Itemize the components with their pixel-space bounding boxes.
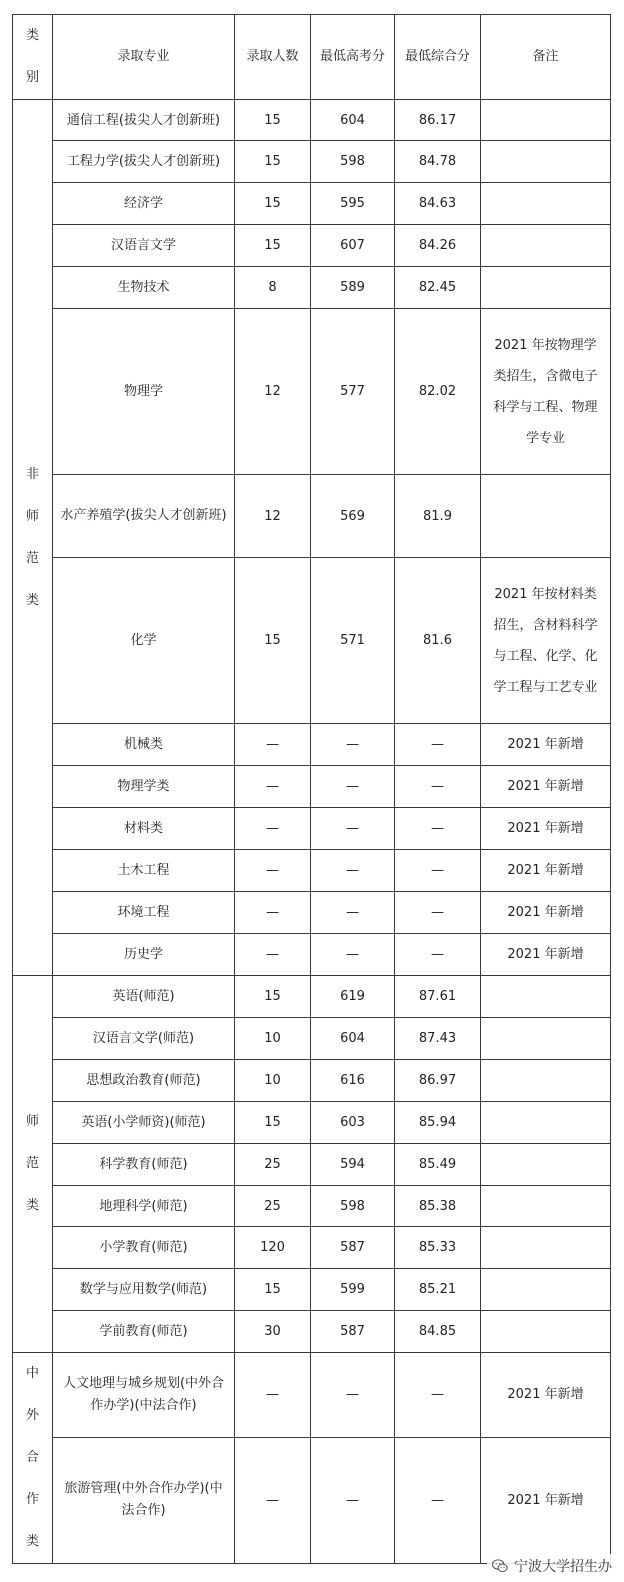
- header-row: [13, 15, 611, 100]
- count-cell: 15: [235, 558, 311, 724]
- count-cell: 15: [235, 1269, 311, 1311]
- remark-cell: [481, 267, 611, 309]
- composite-cell: —: [395, 808, 481, 850]
- count-cell: 120: [235, 1227, 311, 1269]
- major-cell: 学前教育(师范): [53, 1311, 235, 1353]
- count-cell: 25: [235, 1144, 311, 1186]
- gaokao-cell: 598: [311, 141, 395, 183]
- composite-cell: 82.02: [395, 309, 481, 475]
- composite-cell: 81.9: [395, 475, 481, 558]
- count-cell: 10: [235, 1060, 311, 1102]
- table-row: [13, 1018, 611, 1060]
- watermark: [487, 1554, 616, 1578]
- gaokao-cell: 607: [311, 225, 395, 267]
- major-cell: 英语(小学师资)(师范): [53, 1102, 235, 1144]
- table-row: [13, 976, 611, 1018]
- count-cell: 15: [235, 1102, 311, 1144]
- major-cell: 英语(师范): [53, 976, 235, 1018]
- gaokao-cell: —: [311, 724, 395, 766]
- composite-cell: 85.33: [395, 1227, 481, 1269]
- table-row: [13, 1186, 611, 1227]
- category-label: 非 师 范 类: [25, 466, 39, 608]
- table-row: [13, 267, 611, 309]
- gaokao-cell: 598: [311, 1186, 395, 1227]
- count-cell: 12: [235, 309, 311, 475]
- major-cell: 汉语言文学(师范): [53, 1018, 235, 1060]
- gaokao-cell: 599: [311, 1269, 395, 1311]
- composite-cell: —: [395, 850, 481, 892]
- remark-cell: 2021 年按材料类招生，含材料科学与工程、化学、化学工程与工艺专业: [481, 558, 611, 724]
- remark-cell: [481, 1186, 611, 1227]
- count-cell: —: [235, 934, 311, 976]
- gaokao-cell: —: [311, 808, 395, 850]
- count-cell: 15: [235, 183, 311, 225]
- table-row: [13, 1102, 611, 1144]
- major-cell: 汉语言文学: [53, 225, 235, 267]
- composite-cell: —: [395, 1437, 481, 1563]
- remark-cell: [481, 976, 611, 1018]
- gaokao-cell: 571: [311, 558, 395, 724]
- table-row: [13, 183, 611, 225]
- count-cell: —: [235, 1353, 311, 1438]
- composite-cell: —: [395, 724, 481, 766]
- major-cell: 环境工程: [53, 892, 235, 934]
- admission-table: [12, 14, 611, 1564]
- major-cell: 机械类: [53, 724, 235, 766]
- major-cell: 科学教育(师范): [53, 1144, 235, 1186]
- table-row: [13, 1060, 611, 1102]
- composite-cell: 87.61: [395, 976, 481, 1018]
- table-row: [13, 724, 611, 766]
- remark-cell: 2021 年新增: [481, 766, 611, 808]
- count-cell: 10: [235, 1018, 311, 1060]
- composite-cell: —: [395, 766, 481, 808]
- header-remark: 备注: [481, 15, 611, 100]
- remark-cell: 2021 年新增: [481, 808, 611, 850]
- composite-cell: 81.6: [395, 558, 481, 724]
- composite-cell: 84.26: [395, 225, 481, 267]
- composite-cell: 84.63: [395, 183, 481, 225]
- header-category: 类 别: [13, 15, 53, 100]
- count-cell: 30: [235, 1311, 311, 1353]
- count-cell: 25: [235, 1186, 311, 1227]
- major-cell: 工程力学(拔尖人才创新班): [53, 141, 235, 183]
- table-row: [13, 1437, 611, 1563]
- major-cell: 生物技术: [53, 267, 235, 309]
- major-cell: 数学与应用数学(师范): [53, 1269, 235, 1311]
- remark-cell: [481, 475, 611, 558]
- major-cell: 材料类: [53, 808, 235, 850]
- gaokao-cell: 577: [311, 309, 395, 475]
- remark-cell: [481, 100, 611, 141]
- composite-cell: 86.17: [395, 100, 481, 141]
- count-cell: —: [235, 766, 311, 808]
- major-cell: 物理学: [53, 309, 235, 475]
- count-cell: 15: [235, 100, 311, 141]
- major-cell: 人文地理与城乡规划(中外合作办学)(中法合作): [53, 1353, 235, 1438]
- major-cell: 地理科学(师范): [53, 1186, 235, 1227]
- count-cell: —: [235, 850, 311, 892]
- remark-cell: 2021 年新增: [481, 724, 611, 766]
- major-cell: 旅游管理(中外合作办学)(中法合作): [53, 1437, 235, 1563]
- composite-cell: 85.38: [395, 1186, 481, 1227]
- remark-cell: 2021 年新增: [481, 1437, 611, 1563]
- table-row: [13, 1144, 611, 1186]
- table-row: [13, 225, 611, 267]
- composite-cell: 84.78: [395, 141, 481, 183]
- remark-cell: [481, 1311, 611, 1353]
- count-cell: —: [235, 892, 311, 934]
- remark-cell: 2021 年新增: [481, 892, 611, 934]
- gaokao-cell: —: [311, 892, 395, 934]
- composite-cell: —: [395, 892, 481, 934]
- gaokao-cell: 595: [311, 183, 395, 225]
- major-cell: 化学: [53, 558, 235, 724]
- remark-cell: [481, 1144, 611, 1186]
- gaokao-cell: 604: [311, 1018, 395, 1060]
- header-min-gaokao: 最低高考分: [311, 15, 395, 100]
- count-cell: 15: [235, 141, 311, 183]
- remark-cell: 2021 年新增: [481, 1353, 611, 1438]
- category-cell: [13, 1353, 53, 1564]
- remark-cell: 2021 年新增: [481, 850, 611, 892]
- table-row: [13, 934, 611, 976]
- remark-cell: [481, 1227, 611, 1269]
- category-cell: [13, 976, 53, 1353]
- table-row: [13, 475, 611, 558]
- count-cell: 8: [235, 267, 311, 309]
- remark-cell: [481, 141, 611, 183]
- table-row: [13, 558, 611, 724]
- table-row: [13, 808, 611, 850]
- table-row: [13, 1311, 611, 1353]
- remark-cell: 2021 年按物理学类招生，含微电子科学与工程、物理学专业: [481, 309, 611, 475]
- count-cell: —: [235, 808, 311, 850]
- major-cell: 土木工程: [53, 850, 235, 892]
- gaokao-cell: —: [311, 766, 395, 808]
- remark-cell: [481, 1102, 611, 1144]
- gaokao-cell: 604: [311, 100, 395, 141]
- remark-cell: [481, 1060, 611, 1102]
- major-cell: 经济学: [53, 183, 235, 225]
- watermark-text: 宁波大学招生办: [514, 1559, 612, 1575]
- gaokao-cell: 589: [311, 267, 395, 309]
- gaokao-cell: 587: [311, 1311, 395, 1353]
- table-row: [13, 1353, 611, 1438]
- table-row: [13, 100, 611, 141]
- remark-cell: 2021 年新增: [481, 934, 611, 976]
- gaokao-cell: —: [311, 1353, 395, 1438]
- composite-cell: —: [395, 934, 481, 976]
- composite-cell: 86.97: [395, 1060, 481, 1102]
- remark-cell: [481, 1269, 611, 1311]
- table-row: [13, 892, 611, 934]
- wechat-icon: [491, 1557, 509, 1575]
- table-row: [13, 850, 611, 892]
- table-row: [13, 141, 611, 183]
- remark-cell: [481, 183, 611, 225]
- composite-cell: 84.85: [395, 1311, 481, 1353]
- gaokao-cell: 616: [311, 1060, 395, 1102]
- table-row: [13, 1269, 611, 1311]
- count-cell: —: [235, 724, 311, 766]
- gaokao-cell: —: [311, 850, 395, 892]
- gaokao-cell: 569: [311, 475, 395, 558]
- composite-cell: 82.45: [395, 267, 481, 309]
- gaokao-cell: —: [311, 1437, 395, 1563]
- composite-cell: —: [395, 1353, 481, 1438]
- gaokao-cell: 603: [311, 1102, 395, 1144]
- major-cell: 小学教育(师范): [53, 1227, 235, 1269]
- major-cell: 通信工程(拔尖人才创新班): [53, 100, 235, 141]
- major-cell: 思想政治教育(师范): [53, 1060, 235, 1102]
- composite-cell: 85.49: [395, 1144, 481, 1186]
- category-cell: [13, 100, 53, 976]
- major-cell: 历史学: [53, 934, 235, 976]
- count-cell: 15: [235, 976, 311, 1018]
- table-row: [13, 1227, 611, 1269]
- gaokao-cell: 619: [311, 976, 395, 1018]
- remark-cell: [481, 225, 611, 267]
- composite-cell: 85.94: [395, 1102, 481, 1144]
- composite-cell: 85.21: [395, 1269, 481, 1311]
- header-count: 录取人数: [235, 15, 311, 100]
- major-cell: 水产养殖学(拔尖人才创新班): [53, 475, 235, 558]
- gaokao-cell: 594: [311, 1144, 395, 1186]
- header-major: 录取专业: [53, 15, 235, 100]
- table-row: [13, 766, 611, 808]
- count-cell: 12: [235, 475, 311, 558]
- table-row: [13, 309, 611, 475]
- count-cell: 15: [235, 225, 311, 267]
- composite-cell: 87.43: [395, 1018, 481, 1060]
- remark-cell: [481, 1018, 611, 1060]
- category-label: 中 外 合 作 类: [25, 1366, 39, 1549]
- gaokao-cell: —: [311, 934, 395, 976]
- count-cell: —: [235, 1437, 311, 1563]
- major-cell: 物理学类: [53, 766, 235, 808]
- gaokao-cell: 587: [311, 1227, 395, 1269]
- header-min-composite: 最低综合分: [395, 15, 481, 100]
- category-label: 师 范 类: [25, 1114, 39, 1213]
